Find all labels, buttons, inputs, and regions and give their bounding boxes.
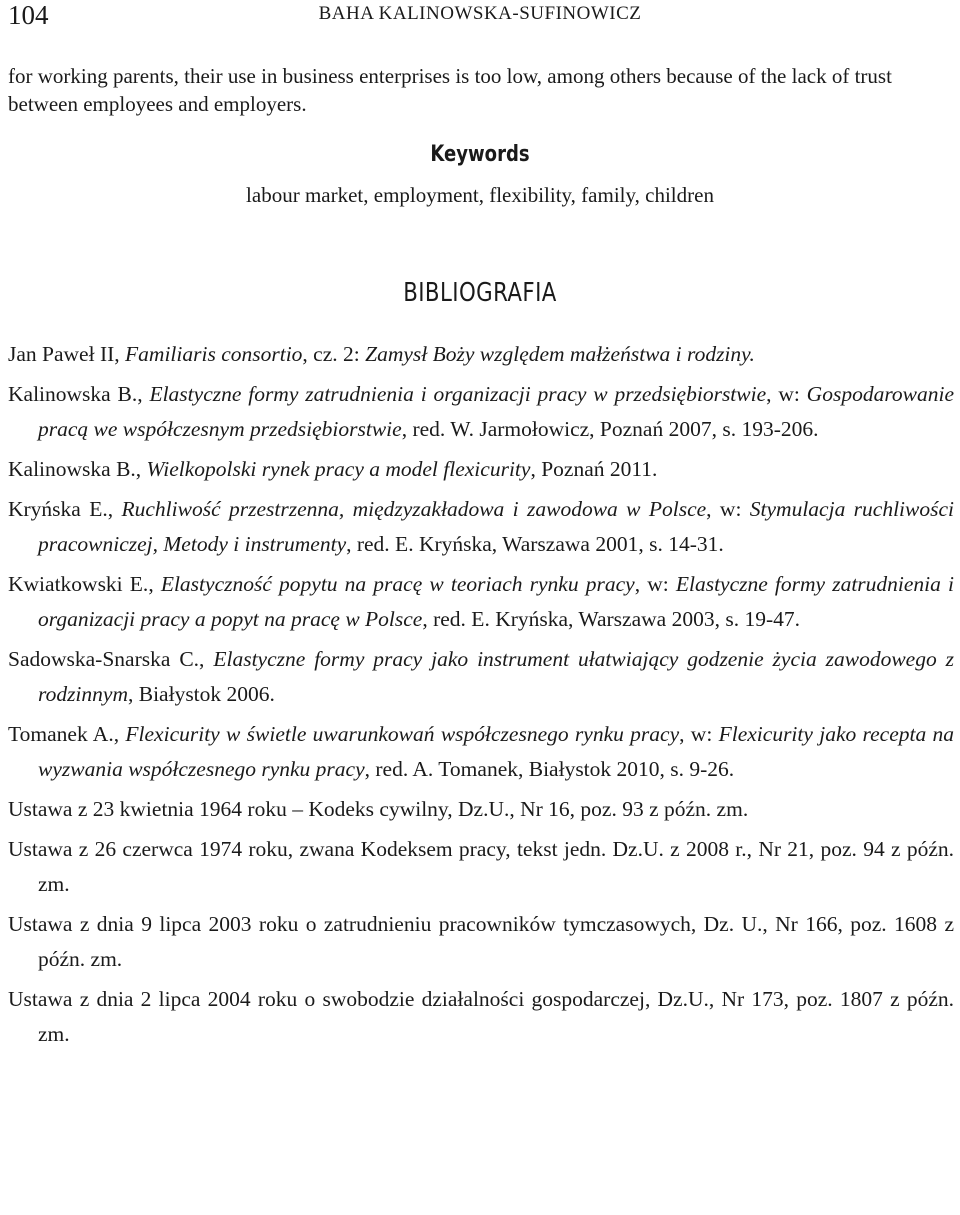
bibliography-title: BIBLIOGRAFIA bbox=[403, 278, 557, 308]
bib-entry: Ustawa z dnia 2 lipca 2004 roku o swobodzie działalności gospodarczej, Dz.U., Nr 173, poz. 1807 z późn. zm. bbox=[8, 987, 954, 1046]
page-header bbox=[8, 0, 952, 34]
bib-entry: Ustawa z 23 kwietnia 1964 roku – Kodeks cywilny, Dz.U., Nr 16, poz. 93 z późn. zm. bbox=[8, 797, 749, 821]
bib-entry: Kwiatkowski E., Elastyczność popytu na pracę w teoriach rynku pracy, w: Elastyczne formy zatrudnienia i organizacji pracy a popyt na pracę w Polsce, red. E. Kryńska, Warszawa 2003, s. 19-47. bbox=[8, 572, 955, 631]
keywords-text: labour market, employment, flexibility, family, children bbox=[246, 183, 714, 207]
bib-entry: Kryńska E., Ruchliwość przestrzenna, międzyzakładowa i zawodowa w Polsce, w: Stymulacja ruchliwości pracowniczej, Metody i instrumenty, red. E. Kryńska, Warszawa 2001, s. 14-31. bbox=[8, 497, 955, 556]
bib-entry: Jan Paweł II, Familiaris consortio, cz. 2: Zamysł Boży względem małżeństwa i rodziny. bbox=[8, 342, 755, 366]
bib-entry: Kalinowska B., Wielkopolski rynek pracy a model flexicurity, Poznań 2011. bbox=[8, 457, 658, 481]
bib-entry: Ustawa z 26 czerwca 1974 roku, zwana Kodeksem pracy, tekst jedn. Dz.U. z 2008 r., Nr 21, poz. 94 z późn. zm. bbox=[8, 837, 954, 896]
keywords-title: Keywords bbox=[430, 142, 530, 167]
page-number: 104 bbox=[8, 0, 49, 30]
bib-entry: Tomanek A., Flexicurity w świetle uwarunkowań współczesnego rynku pracy, w: Flexicurity jako recepta na wyzwania współczesnego rynku pracy, red. A. Tomanek, Białystok 2010, s. 9-26. bbox=[8, 722, 955, 781]
bib-entry: Sadowska-Snarska C., Elastyczne formy pracy jako instrument ułatwiający godzenie życia zawodowego z rodzinnym, Białystok 2006. bbox=[8, 647, 954, 706]
bib-entry: Kalinowska B., Elastyczne formy zatrudnienia i organizacji pracy w przedsiębiorstwie, w: Gospodarowanie pracą we współczesnym przedsiębiorstwie, red. W. Jarmołowicz, Poznań 2007, s. 193-206. bbox=[8, 382, 954, 441]
abstract-tail: for working parents, their use in business enterprises is too low, among others because of the lack of trust between employees and employers. bbox=[8, 64, 892, 116]
bibliography-list bbox=[8, 337, 954, 1057]
bib-entry: Ustawa z dnia 9 lipca 2003 roku o zatrudnieniu pracowników tymczasowych, Dz. U., Nr 166, poz. 1608 z późn. zm. bbox=[8, 912, 954, 971]
running-head: BAHA KALINOWSKA-SUFINOWICZ bbox=[318, 3, 642, 24]
